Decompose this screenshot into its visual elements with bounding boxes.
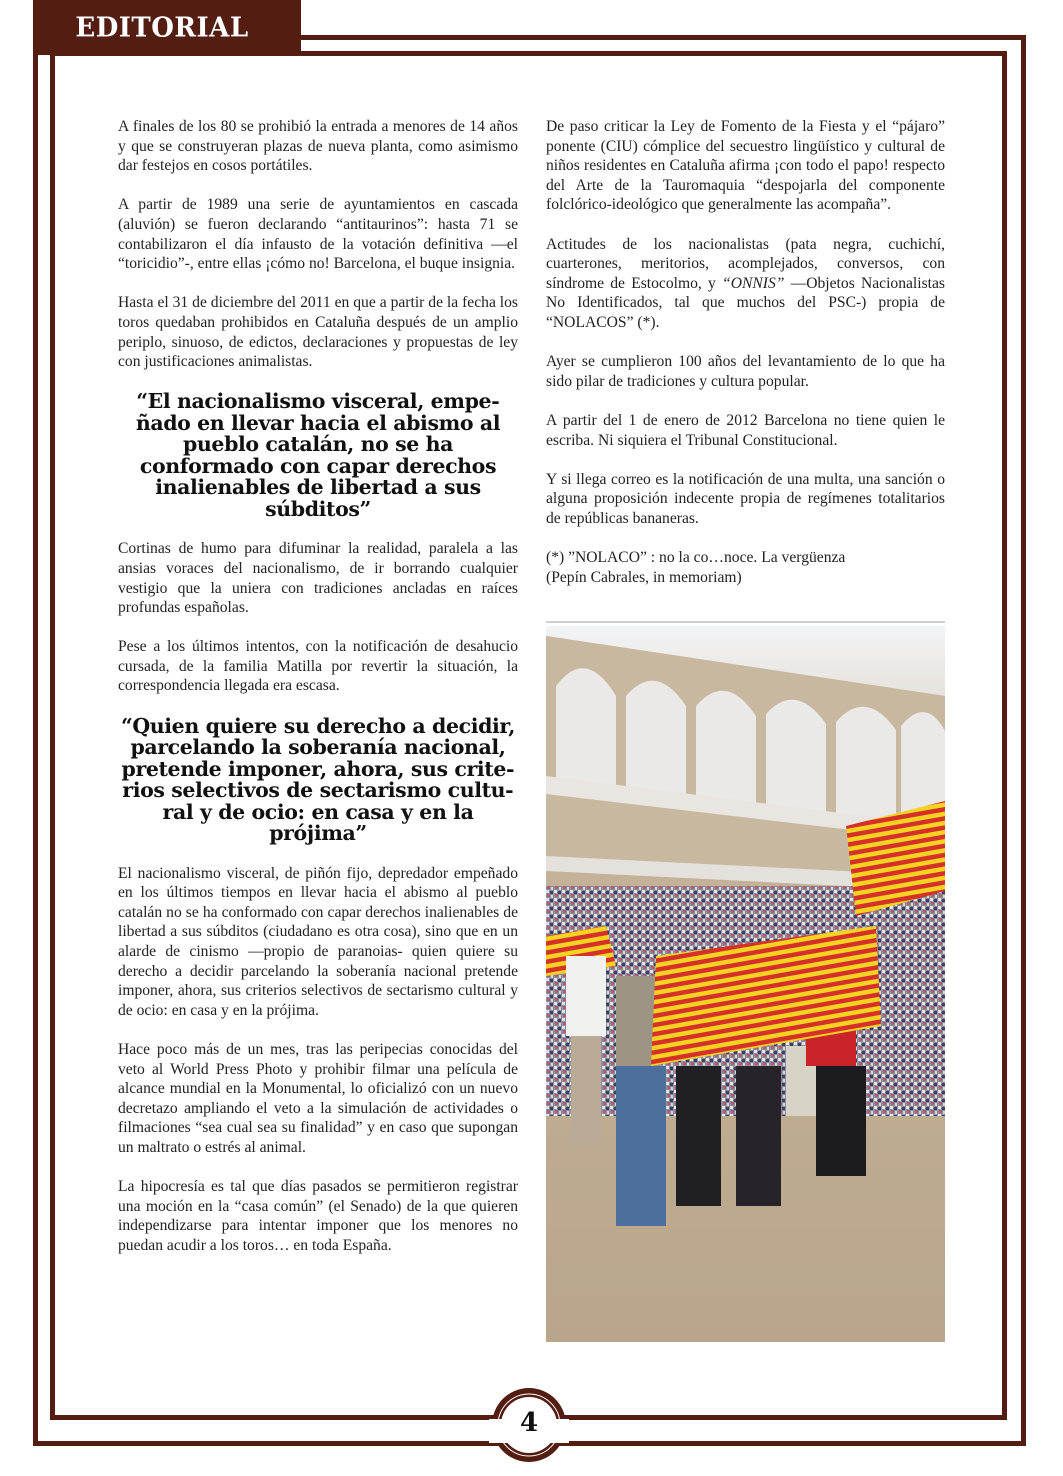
- paragraph: Cortinas de humo para difuminar la realidad, paralela a las ansias voraces del nacionalismo, de ir borrando cualquier vestigio que la uniera con tradiciones ancladas en raíces profundas españolas.: [118, 540, 518, 617]
- paragraph: La hipocresía es tal que días pasados se permitieron registrar una moción en la “casa común” (el Senado) de la que quieren independizarse para intentar imponer que los menores no puedan acudir a los toros… en toda España.: [118, 1178, 518, 1254]
- paragraph: Pese a los últimos intentos, con la notificación de desahucio cursada, de la familia Matilla por revertir la situación, la correspondencia llegada era escasa.: [118, 638, 518, 695]
- right-column: [546, 117, 945, 607]
- section-header-tab: [33, 0, 301, 55]
- section-label: EDITORIAL: [75, 11, 249, 44]
- paragraph: Hace poco más de un mes, tras las peripecias conocidas del veto al World Press Photo y prohibir filmar una película de alcance mundial en la Monumental, lo oficializó con un nuevo decretazo ampliando el veto a la simulación de actividades o filmaciones “sea cual sea su finalidad” y en caso que supongan un maltrato o estrés al animal.: [118, 1041, 518, 1156]
- paragraph: Y si llega correo es la notificación de una multa, una sanción o alguna proposición indecente propia de regímenes totalitarios de repúblicas bananeras.: [546, 470, 945, 527]
- text-run: Actitudes de los nacionalistas (pata negra, cuchichí, cuarterones, meritorios, acomplejados, conversos, con síndrome de Estocolmo, y: [546, 235, 945, 292]
- paragraph: De paso criticar la Ley de Fomento de la Fiesta y el “pájaro” ponente (CIU) cómplice del secuestro lingüístico y cultural de niños residentes en Cataluña afirma ¡con todo el papo! respecto del Arte de la Tauromaquia “despojarla del componente folclórico-ideológico que generalmente las acompaña”.: [546, 118, 945, 214]
- paragraph: Ayer se cumplieron 100 años del levantamiento de lo que ha sido pilar de tradiciones y cultura popular.: [546, 353, 945, 390]
- pullquote: “Quien quiere su derecho a decidir, parcelando la soberanía nacional, pretende imponer, ahora, sus criterios selectivos de sectarismo cultural y de ocio: en casa y en la prójima”: [120, 713, 516, 846]
- paragraph: [546, 235, 945, 333]
- photo-separator-rule: [546, 621, 945, 623]
- footnote-line: (*) ”NOLACO” : no la co…noce. La vergüenza: [546, 549, 846, 567]
- paragraph: A finales de los 80 se prohibió la entrada a menores de 14 años y que se construyeran plazas de nueva planta, como asimismo dar festejos en cosos portátiles.: [118, 118, 518, 175]
- paragraph: Hasta el 31 de diciembre del 2011 en que a partir de la fecha los toros quedaban prohibidos en Cataluña después de un amplio periplo, sinuoso, de edictos, declaraciones y propuestas de ley con justificaciones animalistas.: [118, 294, 518, 371]
- italic-term: “ONNIS”: [722, 274, 785, 292]
- page-number: 4: [519, 1408, 539, 1438]
- text-run: —Objetos Nacionalistas No Identificados, tal que muchos del PSC-) propia de “NOLACOS” (*).: [546, 274, 945, 331]
- footnote-line: (Pepín Cabrales, in memoriam): [546, 568, 742, 586]
- bullring-protest-photo: [546, 626, 945, 1342]
- paragraph: El nacionalismo visceral, de piñón fijo, depredador empeñado en los últimos tiempos en llevar hacia el abismo al pueblo catalán no se ha conformado con capar derechos inalienables de libertad a sus súbditos (ciudadano es otra cosa), sino que en un alarde de cinismo —propio de paranoias- quien quiere su derecho a decidir parcelando la soberanía nacional pretende imponer, ahora, sus criterios selectivos de sectarismo cultural y de ocio: en casa y en la prójima.: [118, 864, 518, 1019]
- paragraph: A partir de 1989 una serie de ayuntamientos en cascada (aluvión) se fueron declarando “antitaurinos”: hasta 71 se contabilizaron el día infausto de la votación definitiva —el “toricidio”-, entre ellas ¡cómo no! Barcelona, el buque insignia.: [118, 196, 518, 273]
- photo-illustration: [546, 626, 945, 1342]
- pullquote: “El nacionalismo visceral, empeñado en llevar hacia el abismo al pueblo catalán, no se ha conformado con capar derechos inalienables de libertad a sus súbditos”: [135, 389, 501, 521]
- footnote: [546, 548, 945, 587]
- paragraph: A partir del 1 de enero de 2012 Barcelona no tiene quien le escriba. Ni siquiera el Tribunal Constitucional.: [546, 411, 945, 449]
- left-column: [118, 117, 518, 1275]
